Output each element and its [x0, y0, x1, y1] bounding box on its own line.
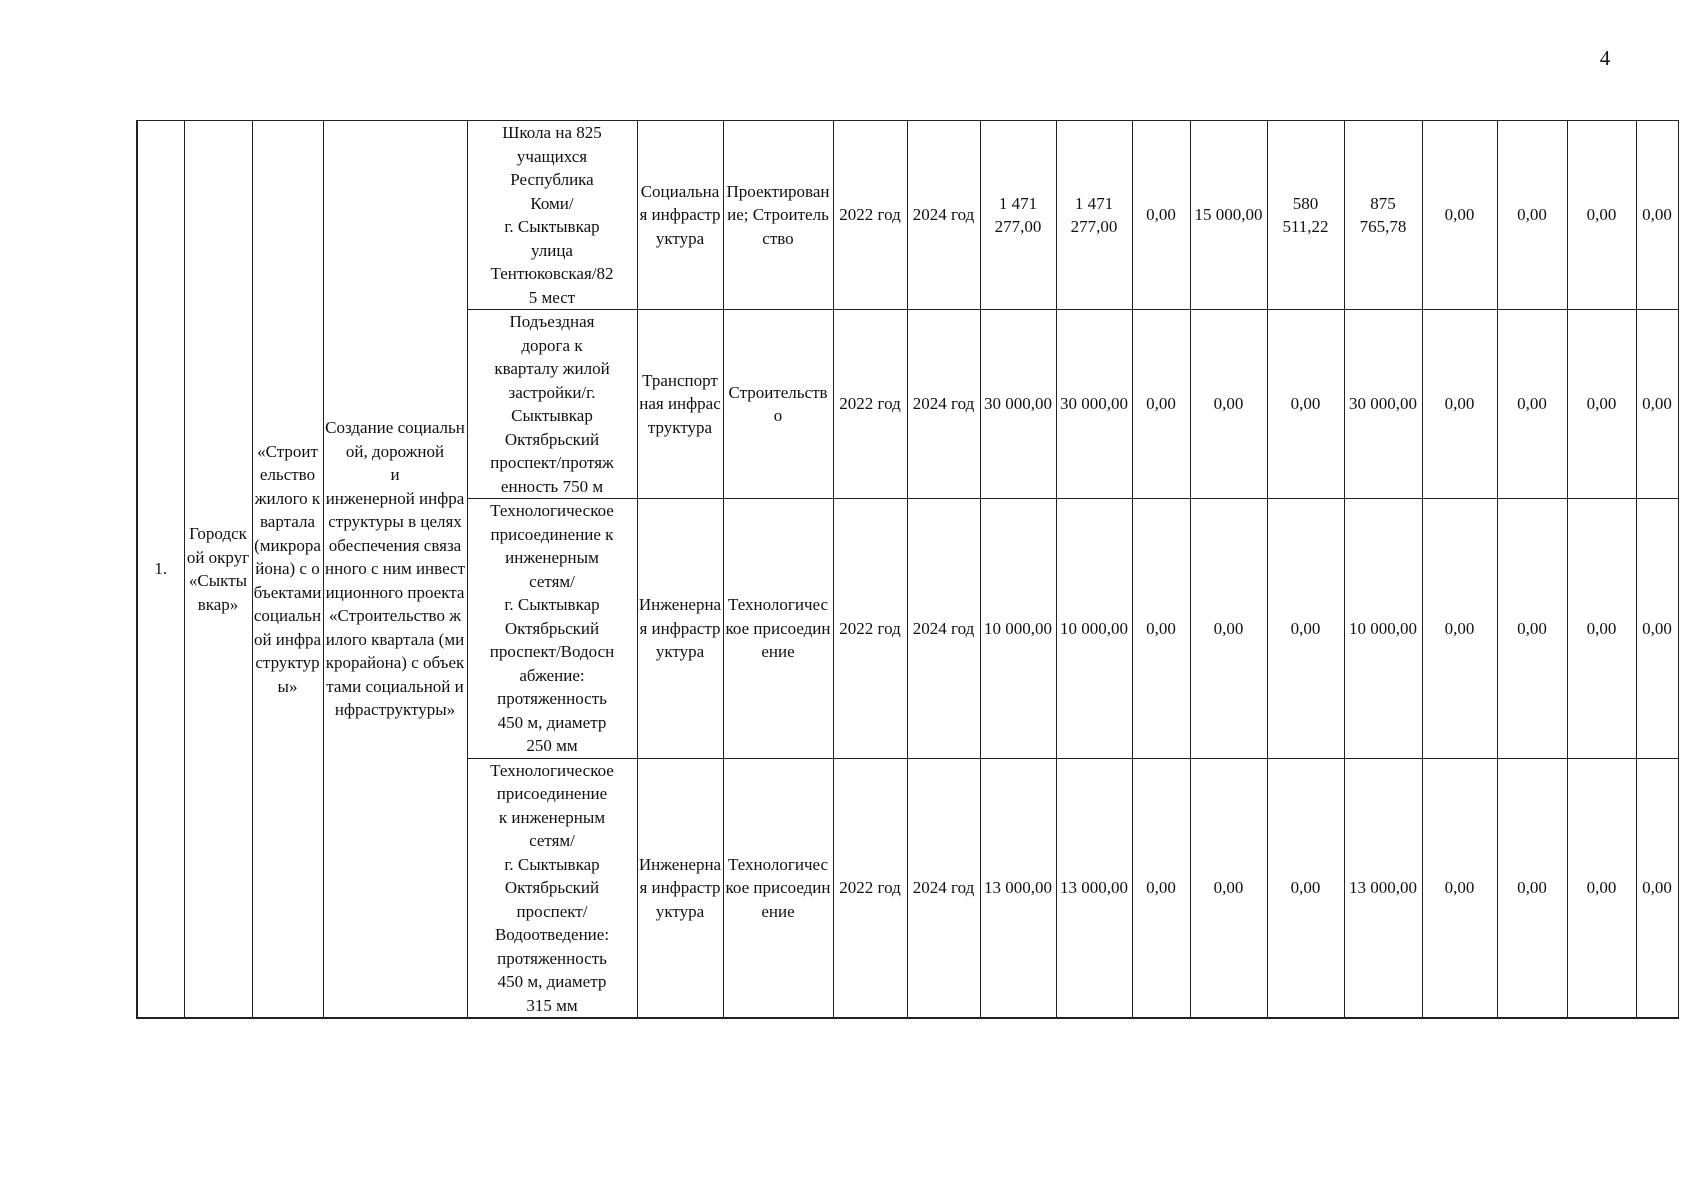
total-cell-2: 1 471 277,00: [1056, 121, 1132, 310]
value-cell-2: 0,00: [1190, 499, 1267, 759]
value-cell-3: 0,00: [1267, 310, 1344, 499]
type-cell: Транспортная инфраструктура: [637, 310, 723, 499]
start-year-cell: 2022 год: [833, 758, 907, 1018]
start-year-cell: 2022 год: [833, 310, 907, 499]
value-cell-5: 0,00: [1422, 758, 1497, 1018]
value-cell-4: 875 765,78: [1344, 121, 1422, 310]
municipality-cell: Городской округ «Сыктывкар»: [184, 121, 252, 1019]
total-cell: 1 471 277,00: [980, 121, 1056, 310]
value-cell-8: 0,00: [1636, 499, 1678, 759]
value-cell-1: 0,00: [1132, 758, 1190, 1018]
value-cell-7: 0,00: [1567, 758, 1636, 1018]
total-cell-2: 13 000,00: [1056, 758, 1132, 1018]
value-cell-5: 0,00: [1422, 121, 1497, 310]
end-year-cell: 2024 год: [907, 499, 980, 759]
value-cell-6: 0,00: [1497, 121, 1567, 310]
object-cell: Школа на 825 учащихся Республика Коми/ г. Сыктывкар улица Тентюковская/82 5 мест: [467, 121, 637, 310]
value-cell-2: 0,00: [1190, 310, 1267, 499]
value-cell-8: 0,00: [1636, 758, 1678, 1018]
value-cell-1: 0,00: [1132, 310, 1190, 499]
value-cell-5: 0,00: [1422, 499, 1497, 759]
total-cell-2: 10 000,00: [1056, 499, 1132, 759]
object-cell: Технологическое присоединение к инженерным сетям/ г. Сыктывкар Октябрьский проспект/Водосн абжение: протяженность 450 м, диаметр 250 мм: [467, 499, 637, 759]
value-cell-2: 0,00: [1190, 758, 1267, 1018]
value-cell-3: 0,00: [1267, 758, 1344, 1018]
end-year-cell: 2024 год: [907, 310, 980, 499]
value-cell-7: 0,00: [1567, 499, 1636, 759]
object-cell: Технологическое присоединение к инженерным сетям/ г. Сыктывкар Октябрьский проспект/ Водоотведение: протяженность 450 м, диаметр 315 мм: [467, 758, 637, 1018]
value-cell-4: 13 000,00: [1344, 758, 1422, 1018]
works-cell: Строительство: [723, 310, 833, 499]
works-cell: Проектирование; Строительство: [723, 121, 833, 310]
page-number: 4: [1599, 46, 1611, 70]
works-cell: Технологическое присоединение: [723, 758, 833, 1018]
value-cell-7: 0,00: [1567, 310, 1636, 499]
value-cell-8: 0,00: [1636, 310, 1678, 499]
works-cell: Технологическое присоединение: [723, 499, 833, 759]
total-cell-2: 30 000,00: [1056, 310, 1132, 499]
value-cell-7: 0,00: [1567, 121, 1636, 310]
value-cell-6: 0,00: [1497, 499, 1567, 759]
value-cell-4: 30 000,00: [1344, 310, 1422, 499]
goal-cell: Создание социальной, дорожной и инженерной инфраструктуры в целях обеспечения связанного с ним инвестиционного проекта «Строительство жилого квартала (микрорайона) с объектами социальной инфраструктуры»: [323, 121, 467, 1019]
start-year-cell: 2022 год: [833, 499, 907, 759]
start-year-cell: 2022 год: [833, 121, 907, 310]
value-cell-5: 0,00: [1422, 310, 1497, 499]
value-cell-3: 580 511,22: [1267, 121, 1344, 310]
type-cell: Инженерная инфраструктура: [637, 499, 723, 759]
value-cell-8: 0,00: [1636, 121, 1678, 310]
total-cell: 13 000,00: [980, 758, 1056, 1018]
total-cell: 10 000,00: [980, 499, 1056, 759]
value-cell-4: 10 000,00: [1344, 499, 1422, 759]
project-cell: «Строительство жилого квартала (микрорайона) с объектами социальной инфраструктуры»: [252, 121, 323, 1019]
value-cell-6: 0,00: [1497, 758, 1567, 1018]
type-cell: Инженерная инфраструктура: [637, 758, 723, 1018]
total-cell: 30 000,00: [980, 310, 1056, 499]
value-cell-1: 0,00: [1132, 499, 1190, 759]
value-cell-6: 0,00: [1497, 310, 1567, 499]
value-cell-2: 15 000,00: [1190, 121, 1267, 310]
row-number: 1.: [137, 121, 184, 1019]
value-cell-1: 0,00: [1132, 121, 1190, 310]
end-year-cell: 2024 год: [907, 121, 980, 310]
value-cell-3: 0,00: [1267, 499, 1344, 759]
object-cell: Подъездная дорога к кварталу жилой застройки/г. Сыктывкар Октябрьский проспект/протяж енность 750 м: [467, 310, 637, 499]
investment-table: [136, 120, 1679, 1019]
table-row: [137, 121, 1678, 310]
end-year-cell: 2024 год: [907, 758, 980, 1018]
type-cell: Социальная инфраструктура: [637, 121, 723, 310]
